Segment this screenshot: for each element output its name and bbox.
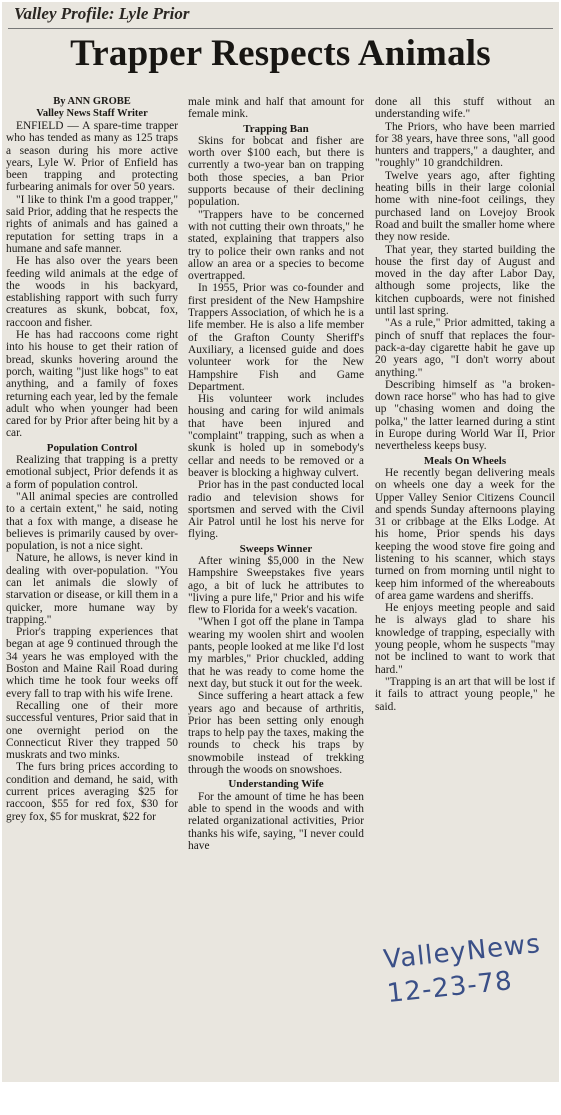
paragraph: "Trappers have to be concerned with not cutting their own throats," he stated, explaining that trappers also try to police their own ranks and not allow an area or a species to become overtrapped. <box>188 208 364 283</box>
paragraph: "As a rule," Prior admitted, taking a pinch of snuff that replaces the four-pack-a-day cigarette habit he gave up 20 years ago, "I don't worry about anything." <box>375 317 555 379</box>
paragraph: "I like to think I'm a good trapper," said Prior, adding that he respects the rights of animals and has gained a reputation for setting traps in a humane and safe manner. <box>6 193 178 255</box>
byline-author: By ANN GROBE <box>53 96 131 107</box>
paragraph: He has had raccoons come right into his house to get their ration of bread, skunks hovering around the porch, waiting "just like hogs" to eat anything, and a family of foxes returning each year, led by the female adult who when younger had been cared for by Prior after being hit by a car. <box>6 329 178 440</box>
paragraph: In 1955, Prior was co-founder and first president of the New Hampshire Trappers Association, of which he is a life member. He is also a life member of the Grafton County Sheriff's Auxiliary, a licensed guide and does volunteer work for the New Hampshire Fish and Game Department. <box>188 282 364 393</box>
paragraph: Since suffering a heart attack a few years ago and because of arthritis, Prior has been setting only enough traps to help pay the taxes, making the rounds to check his traps by snowmobile instead of trekking through the woods on snowshoes. <box>188 690 364 777</box>
paragraph: "All animal species are controlled to a certain extent," he said, noting that a fox with mange, a disease he believes is primarily caused by over-population, is not a nice sight. <box>6 490 178 553</box>
paragraph: He enjoys meeting people and said he is always glad to share his knowledge of trapping, especially with young people, whom he suspects "may not be inclined to want to work that hard." <box>375 602 555 676</box>
subhead-population: Population Control <box>46 441 138 454</box>
paragraph: He has also over the years been feeding wild animals at the edge of the woods in his backyard, establishing rapport with such furry creatures as skunk, bobcat, fox, raccoon and fisher. <box>6 255 178 329</box>
handwritten-source: ValleyNews <box>382 928 543 976</box>
paragraph: Nature, he allows, is never kind in dealing with over-population. "You can let animals die slowly of starvation or disease, or kill them in a quicker, more humane way by trapping." <box>6 552 178 626</box>
paragraph: Twelve years ago, after fighting heating bills in their large colonial home with nine-foot ceilings, they purchased land on Lovejoy Brook Road and built the smaller home where they now reside. <box>375 169 555 244</box>
handwritten-date: 12-23-78 <box>385 966 515 1010</box>
paragraph: Prior's trapping experiences that began at age 9 continued through the 34 years he was employed with the Boston and Maine Rail Road during which time he took four weeks off every fall to trap with his wife Irene. <box>6 626 178 700</box>
paragraph: Realizing that trapping is a pretty emotional subject, Prior defends it as a form of population control. <box>6 454 178 491</box>
paragraph: "Trapping is an art that will be lost if it fails to attract young people," he said. <box>375 675 555 713</box>
divider <box>8 28 553 29</box>
paragraph: Prior has in the past conducted local radio and television shows for sportsmen and served with the Civil Air Patrol until he lost his nerve for flying. <box>188 479 364 541</box>
paragraph: His volunteer work includes housing and caring for wild animals that have been injured and "complaint" trapping, such as when a skunk is holed up in somebody's cellar and needs to be removed or a beaver is blocking a highway culvert. <box>188 393 364 479</box>
paragraph: After wining $5,000 in the New Hampshire Sweepstakes five years ago, a bit of luck he attributes to "living a pure life," Prior and his wife flew to Florida for a week's vacation. <box>188 554 364 617</box>
column-1 <box>6 96 178 823</box>
subhead-wife: Understanding Wife <box>228 778 324 791</box>
column-2 <box>188 96 364 852</box>
paragraph: Recalling one of their more successful ventures, Prior said that in one overnight period on the Connecticut River they trapped 50 muskrats and two minks. <box>6 699 178 762</box>
subhead-meals: Meals On Wheels <box>423 454 507 467</box>
paragraph: Describing himself as "a broken-down race horse" who has had to give up "chasing women and doing the polka," the latter learned during a stint in Europe during World War II, Prior nevertheless keeps busy. <box>375 378 555 453</box>
paragraph: The furs bring prices according to condition and demand, he said, with current prices averaging $25 for raccoon, $55 for red fox, $30 for grey fox, $5 for muskrat, $22 for <box>6 761 178 823</box>
paragraph: That year, they started building the house the first day of August and moved in the day after Labor Day, although some projects, like the kitchen cupboards, were not finished until last spring. <box>375 243 555 318</box>
paragraph: "When I got off the plane in Tampa wearing my woolen shirt and woolen pants, people looked at me like I'd lost my marbles," Prior chuckled, adding that he was ready to come home the next day, but stuck it out for the week. <box>188 616 364 690</box>
byline-staff: Valley News Staff Writer <box>36 108 148 119</box>
subhead-ban: Trapping Ban <box>243 122 309 135</box>
paragraph: done all this stuff without an understanding wife." <box>375 96 555 121</box>
paragraph: He recently began delivering meals on wheels one day a week for the Upper Valley Senior Citizens Council and spends Sunday afternoons playing 31 or cribbage at the Elks Lodge. At his home, Prior spends his days keeping the wood stove fire going and listening to his scanner, which stays turned on from morning until night to keep him informed of the whereabouts of area game wardens and sheriffs. <box>375 466 555 602</box>
column-3 <box>375 96 555 713</box>
headline: Trapper Respects Animals <box>70 33 491 74</box>
paragraph: male mink and half that amount for female mink. <box>188 96 364 121</box>
paragraph: The Priors, who have been married for 38 years, have three sons, "all good hunters and trappers," a daughter, and "roughly" 10 grandchildren. <box>375 120 555 170</box>
subhead-sweeps: Sweeps Winner <box>239 542 313 555</box>
paragraph: ENFIELD — A spare-time trapper who has tended as many as 125 traps a season during his more active years, Lyle W. Prior of Enfield has been trapping and protecting furbearing animals for over 50 years. <box>6 120 178 194</box>
paragraph: Skins for bobcat and fisher are worth over $100 each, but there is currently a two-year ban on trapping both those species, a ban Prior supports because of their declining population. <box>188 134 364 209</box>
section-kicker: Valley Profile: Lyle Prior <box>14 4 190 23</box>
paragraph: For the amount of time he has been able to spend in the woods and with related organizational activities, Prior thanks his wife, saying, "I never could have <box>188 790 364 852</box>
